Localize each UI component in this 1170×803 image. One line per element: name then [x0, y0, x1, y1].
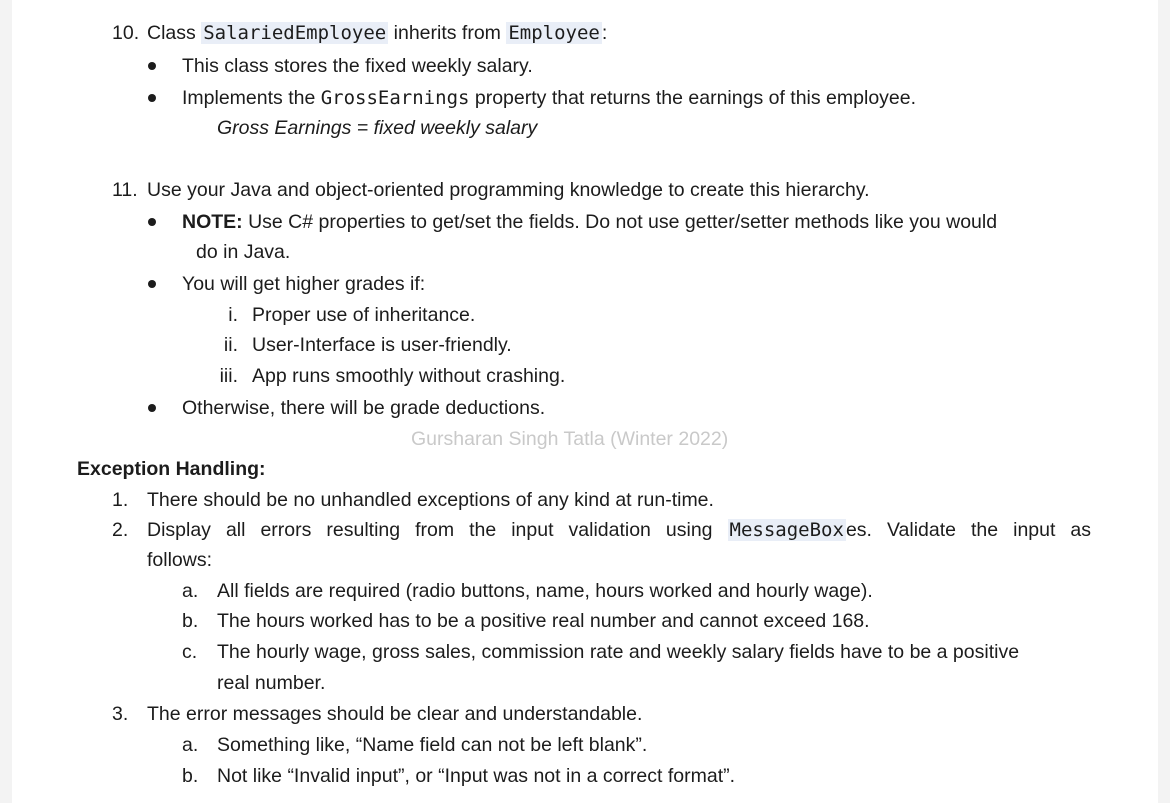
- exception-item-3: The error messages should be clear and understandable.: [147, 703, 643, 725]
- item-2-prefix: Display all errors resulting from the input validation using: [147, 519, 728, 541]
- item-11-otherwise: Otherwise, there will be grade deductions.: [182, 397, 546, 419]
- item-10-suffix: :: [601, 22, 608, 44]
- note-label: NOTE:: [182, 211, 243, 233]
- alpha-marker: c.: [182, 641, 198, 663]
- item-10-middle: inherits from: [388, 22, 507, 44]
- item-2-code-suffix: es: [845, 519, 867, 541]
- bullet-2-prefix: Implements the: [182, 87, 321, 109]
- class-name-salaried-employee: SalariedEmployee: [203, 22, 387, 44]
- grade-criterion: App runs smoothly without crashing.: [252, 365, 566, 387]
- error-message-example: Not like “Invalid input”, or “Input was not in a correct format”.: [217, 765, 736, 787]
- author-watermark: Gursharan Singh Tatla (Winter 2022): [411, 428, 729, 450]
- list-number-11: 11.: [112, 179, 138, 201]
- item-2-suffix: . Validate the input as: [866, 519, 1092, 541]
- roman-marker: iii.: [219, 365, 238, 387]
- item-10-bullet-1: This class stores the fixed weekly salary.: [182, 55, 533, 77]
- bullet-icon: [148, 94, 156, 102]
- bullet-icon: [148, 404, 156, 412]
- item-11-note-continuation: do in Java.: [196, 241, 291, 263]
- grade-criterion: User-Interface is user-friendly.: [252, 334, 512, 356]
- roman-marker: ii.: [223, 334, 238, 356]
- validation-rule: All fields are required (radio buttons, name, hours worked and hourly wage).: [217, 580, 873, 602]
- alpha-marker: a.: [182, 580, 199, 602]
- gross-earnings-formula: Gross Earnings = fixed weekly salary: [217, 117, 538, 139]
- validation-rule-continuation: real number.: [217, 672, 326, 694]
- bullet-icon: [148, 62, 156, 70]
- validation-rule: The hourly wage, gross sales, commission rate and weekly salary fields have to be a positive: [217, 641, 1020, 663]
- exception-item-2: [147, 517, 1091, 543]
- grade-criterion: Proper use of inheritance.: [252, 304, 476, 326]
- list-number: 2.: [112, 519, 129, 541]
- note-text: Use C# properties to get/set the fields. Do not use getter/setter methods like you would: [242, 211, 998, 233]
- list-number-10: 10.: [112, 22, 140, 44]
- item-10-bullet-2: [182, 85, 916, 111]
- exception-item-2-continuation: follows:: [147, 549, 213, 571]
- class-name-employee: Employee: [508, 22, 600, 44]
- exception-handling-heading: Exception Handling:: [77, 458, 266, 480]
- bullet-icon: [148, 218, 156, 226]
- item-11-text: Use your Java and object-oriented programming knowledge to create this hierarchy.: [147, 179, 870, 201]
- list-number: 3.: [112, 703, 129, 725]
- alpha-marker: a.: [182, 734, 199, 756]
- alpha-marker: b.: [182, 610, 199, 632]
- item-10-prefix: Class: [147, 22, 202, 44]
- item-10-heading: [147, 20, 607, 46]
- item-11-grades: You will get higher grades if:: [182, 273, 426, 295]
- alpha-marker: b.: [182, 765, 199, 787]
- property-gross-earnings: GrossEarnings: [320, 87, 470, 109]
- exception-item-1: There should be no unhandled exceptions of any kind at run-time.: [147, 489, 714, 511]
- messagebox-code: MessageBox: [729, 519, 844, 541]
- error-message-example: Something like, “Name field can not be left blank”.: [217, 734, 648, 756]
- bullet-2-suffix: property that returns the earnings of this employee.: [469, 87, 917, 109]
- bullet-icon: [148, 280, 156, 288]
- roman-marker: i.: [228, 304, 238, 326]
- item-11-note: [182, 209, 997, 235]
- list-number: 1.: [112, 489, 129, 511]
- validation-rule: The hours worked has to be a positive real number and cannot exceed 168.: [217, 610, 870, 632]
